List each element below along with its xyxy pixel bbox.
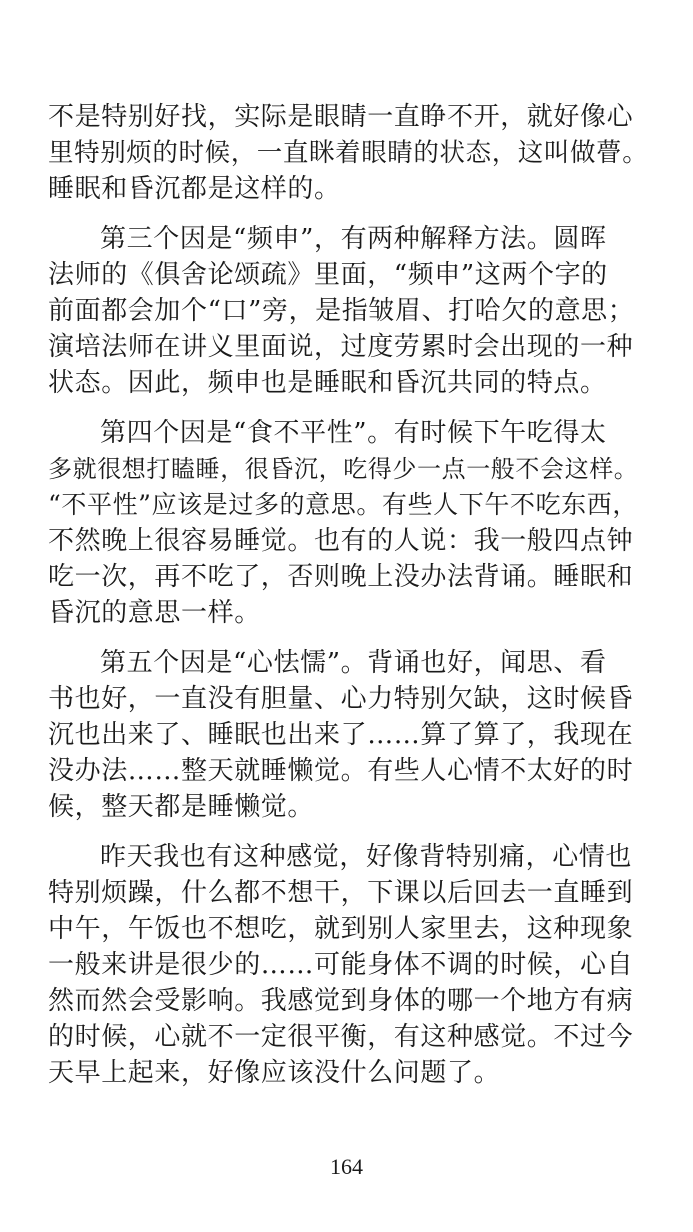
paragraph-3-line-2: 多就很想打瞌睡，很昏沉，吃得少一点一般不会这样。 [48,455,639,483]
paragraph-4-line-2: 书也好，一直没有胆量、心力特别欠缺，这时候昏 [48,684,634,714]
paragraph-2-line-1: 第三个因是“频申”，有两种解释方法。圆晖 [100,224,607,254]
paragraph-3-line-5: 吃一次，再不吃了，否则晚上没办法背诵。睡眠和 [48,562,634,592]
paragraph-4-line-4: 没办法……整天就睡懒觉。有些人心情不太好的时 [48,756,634,786]
paragraph-5-line-2: 特别烦躁，什么都不想干，下课以后回去一直睡到 [48,878,634,908]
paragraph-5-line-7: 天早上起来，好像应该没什么问题了。 [48,1058,501,1088]
paragraph-3-line-3: “不平性”应该是过多的意思。有些人下午不吃东西， [48,490,638,519]
paragraph-3-line-6: 昏沉的意思一样。 [48,598,261,628]
paragraph-4-line-5: 候，整天都是睡懒觉。 [48,792,315,822]
paragraph-1-line-3: 睡眠和昏沉都是这样的。 [48,174,341,204]
paragraph-2-line-2: 法师的《俱舍论颂疏》里面，“频申”这两个字的 [48,260,608,290]
paragraph-2-line-5: 状态。因此，频申也是睡眠和昏沉共同的特点。 [48,368,607,398]
paragraph-5-line-5: 然而然会受影响。我感觉到身体的哪一个地方有病 [48,986,634,1016]
page-number: 164 [330,1154,363,1179]
paragraph-4-line-1: 第五个因是“心怯懦”。背诵也好，闻思、看 [100,648,607,678]
paragraph-4-line-3: 沉也出来了、睡眠也出来了……算了算了，我现在 [48,720,634,750]
paragraph-2-line-3: 前面都会加个“口”旁，是指皱眉、打哈欠的意思； [48,296,635,326]
paragraph-3-line-1: 第四个因是“食不平性”。有时候下午吃得太 [100,418,607,448]
paragraph-1-line-2: 里特别烦的时候，一直眯着眼睛的状态，这叫做瞢。 [48,138,649,168]
paragraph-5-line-1: 昨天我也有这种感觉，好像背特别痛，心情也 [100,842,633,872]
paragraph-5-line-6: 的时候，心就不一定很平衡，有这种感觉。不过今 [48,1022,634,1052]
paragraph-1-line-1: 不是特别好找，实际是眼睛一直睁不开，就好像心 [48,102,634,132]
paragraph-5-line-3: 中午，午饭也不想吃，就到别人家里去，这种现象 [48,914,634,944]
paragraph-3-line-4: 不然晚上很容易睡觉。也有的人说：我一般四点钟 [48,526,634,556]
paragraph-5-line-4: 一般来讲是很少的……可能身体不调的时候，心自 [48,950,634,980]
paragraph-2-line-4: 演培法师在讲义里面说，过度劳累时会出现的一种 [48,332,634,362]
